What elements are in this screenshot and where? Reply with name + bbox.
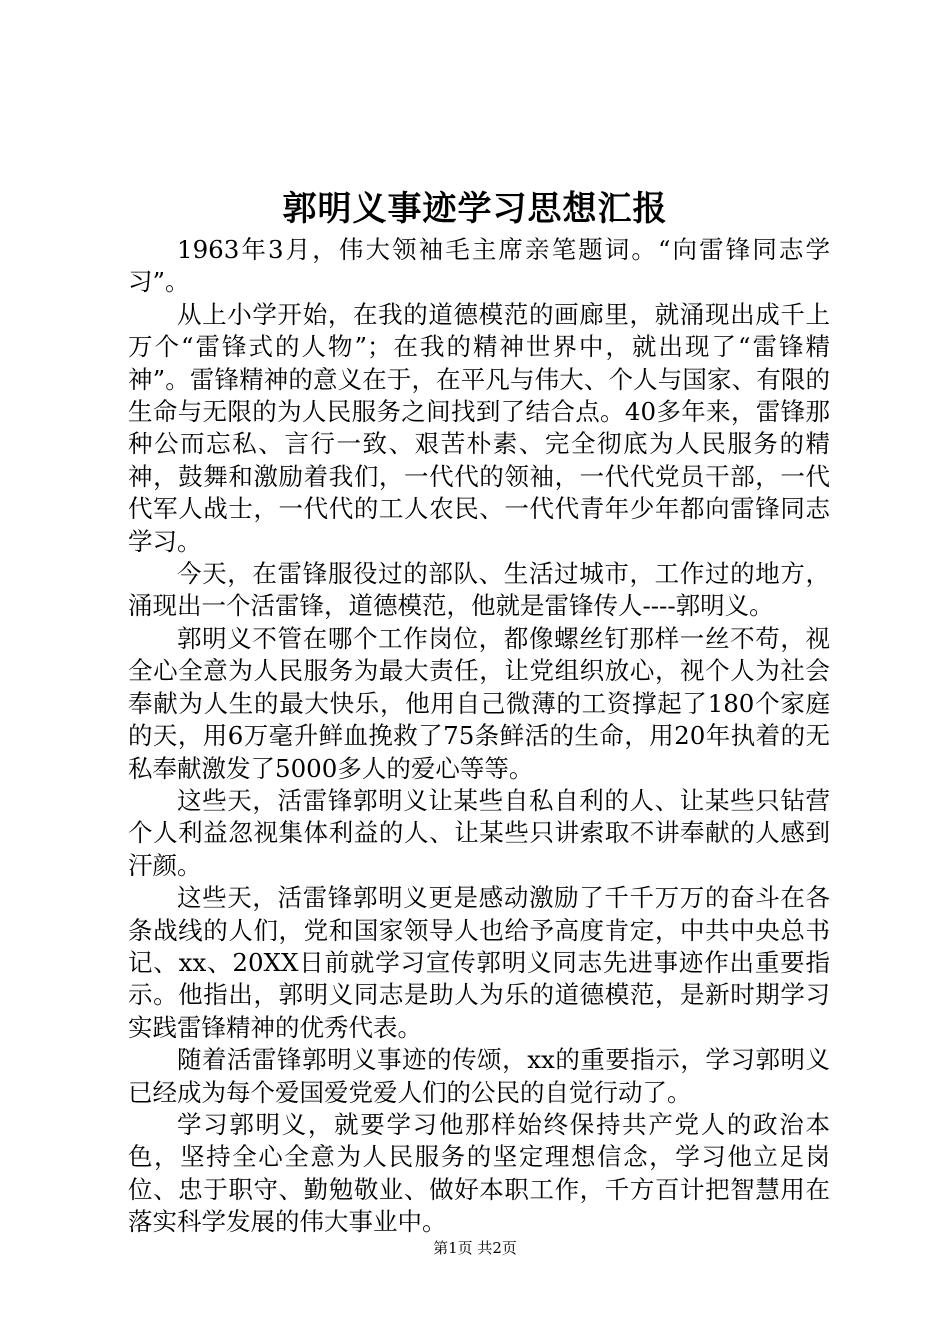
paragraph: 从上小学开始，在我的道德模范的画廊里，就涌现出成千上万个“雷锋式的人物”；在我的精神世界中，就出现了“雷锋精神”。雷锋精神的意义在于，在平凡与伟大、个人与国家、有限的生命与无限的为人民服务之间找到了结合点。40多年来，雷锋那种公而忘私、言行一致、艰苦朴素、完全彻底为人民服务的精神，鼓舞和激励着我们，一代代的领袖，一代代党员干部，一代代军人战士，一代代的工人农民、一代代青年少年都向雷锋同志学习。	[128, 299, 830, 556]
paragraph: 这些天，活雷锋郭明义更是感动激励了千千万万的奋斗在各条战线的人们，党和国家领导人也给予高度肯定，中共中央总书记、xx、20XX日前就学习宣传郭明义同志先进事迹作出重要指示。他指出，郭明义同志是助人为乐的道德模范，是新时期学习实践雷锋精神的优秀代表。	[128, 883, 830, 1042]
document-title: 郭明义事迹学习思想汇报	[282, 189, 668, 229]
paragraph: 1963年3月，伟大领袖毛主席亲笔题词。“向雷锋同志学习”。	[128, 235, 830, 297]
paragraph: 郭明义不管在哪个工作岗位，都像螺丝钉那样一丝不苟，视全心全意为人民服务为最大责任，让党组织放心，视个人为社会奉献为人生的最大快乐，他用自己微薄的工资撑起了180个家庭的天，用6万毫升鲜血挽救了75条鲜活的生命，用20年执着的无私奉献激发了5000多人的爱心等等。	[128, 623, 830, 783]
document-body	[128, 234, 830, 1239]
page-number-footer: 第1页 共2页	[433, 1239, 517, 1257]
paragraph: 这些天，活雷锋郭明义让某些自私自利的人、让某些只钻营个人利益忽视集体利益的人、让某些只讲索取不讲奉献的人感到汗颜。	[128, 785, 830, 880]
paragraph: 学习郭明义，就要学习他那样始终保持共产党人的政治本色，坚持全心全意为人民服务的坚定理想信念，学习他立足岗位、忠于职守、勤勉敬业、做好本职工作，千方百计把智慧用在落实科学发展的伟大事业中。	[128, 1109, 830, 1237]
paragraph: 今天，在雷锋服役过的部队、生活过城市，工作过的地方，涌现出一个活雷锋，道德模范，他就是雷锋传人----郭明义。	[128, 559, 830, 621]
paragraph: 随着活雷锋郭明义事迹的传颂，xx的重要指示，学习郭明义已经成为每个爱国爱党爱人们的公民的自觉行动了。	[128, 1045, 830, 1107]
